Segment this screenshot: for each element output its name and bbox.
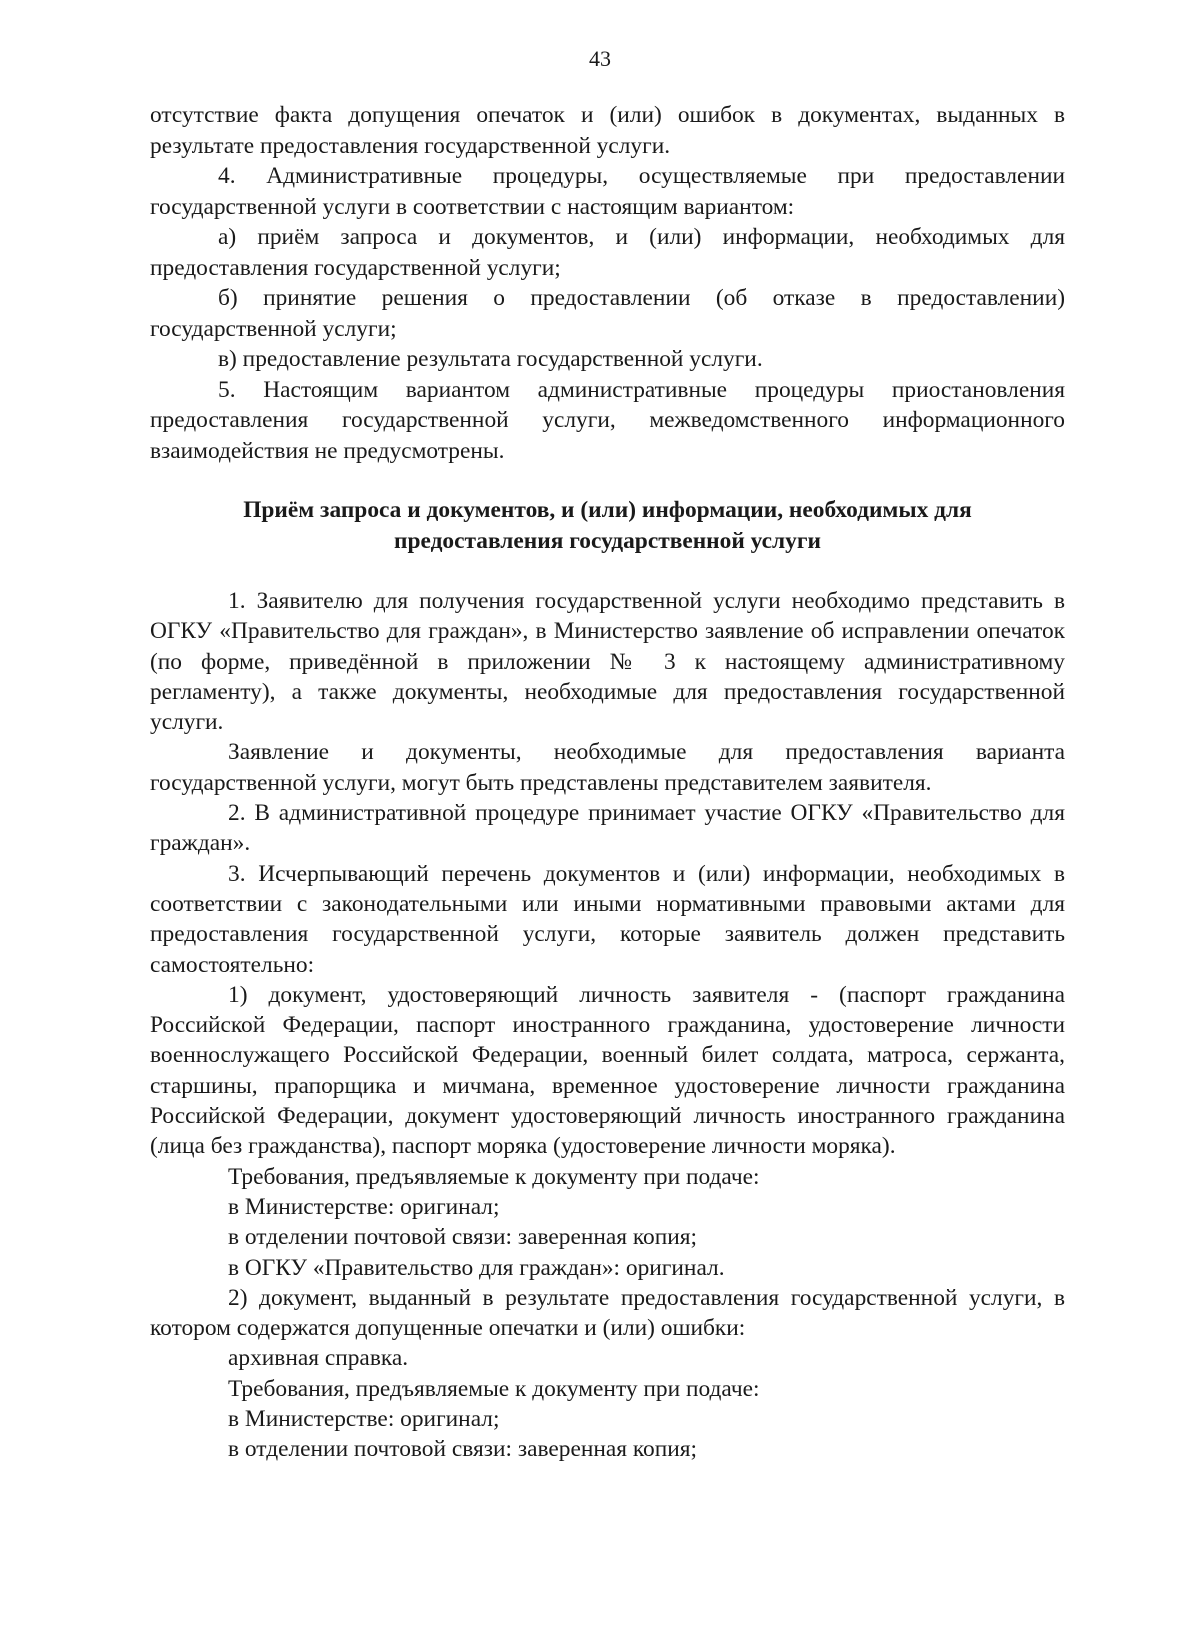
section-heading-line: Приём запроса и документов, и (или) информации, необходимых для <box>243 497 972 523</box>
list-item: в) предоставление результата государственной услуги. <box>218 346 763 372</box>
paragraph: 2. В административной процедуре принимает участие ОГКУ «Правительство для граждан». <box>150 800 1065 857</box>
paragraph: архивная справка. <box>228 1345 409 1372</box>
paragraph: в отделении почтовой связи: заверенная копия; <box>228 1224 698 1251</box>
list-item: б) принятие решения о предоставлении (об отказе в предоставлении) государственной услуги; <box>150 285 1065 342</box>
paragraph: Требования, предъявляемые к документу при подаче: <box>228 1163 760 1190</box>
paragraph: в ОГКУ «Правительство для граждан»: оригинал. <box>228 1254 725 1281</box>
page-number: 43 <box>589 46 611 71</box>
paragraph: в Министерстве: оригинал; <box>228 1406 500 1433</box>
paragraph: 5. Настоящим вариантом административные процедуры приостановления предоставления государственной услуги, межведомственного информационного взаимодействия не предусмотрены. <box>150 376 1065 464</box>
section-heading-line: предоставления государственной услуги <box>394 528 821 554</box>
paragraph: 3. Исчерпывающий перечень документов и (или) информации, необходимых в соответствии с законодательными или иными нормативными правовыми актами для предоставления государственной услуги, которые заявитель должен представить самостоятельно: <box>150 860 1065 978</box>
paragraph: в Министерстве: оригинал; <box>228 1193 500 1220</box>
section-heading <box>150 495 1065 557</box>
paragraph: отсутствие факта допущения опечаток и (или) ошибок в документах, выданных в результате предоставления государственной услуги. <box>150 102 1065 159</box>
paragraph: Требования, предъявляемые к документу при подаче: <box>228 1375 760 1402</box>
paragraph: в отделении почтовой связи: заверенная копия; <box>228 1436 698 1463</box>
paragraph: 1. Заявителю для получения государственной услуги необходимо представить в ОГКУ «Правительство для граждан», в Министерство заявление об исправлении опечаток (по форме, приведённой в приложении № 3 к настоящему административному регламенту), а также документы, необходимые для предоставления государственной услуги. <box>150 588 1065 736</box>
main-section <box>150 586 1065 1465</box>
paragraph: Заявление и документы, необходимые для предоставления варианта государственной услуги, могут быть представлены представителем заявителя. <box>150 739 1065 796</box>
paragraph: 4. Административные процедуры, осуществляемые при предоставлении государственной услуги в соответствии с настоящим вариантом: <box>150 163 1065 220</box>
list-item: 2) документ, выданный в результате предоставления государственной услуги, в котором содержатся допущенные опечатки и (или) ошибки: <box>150 1284 1065 1342</box>
list-item: 1) документ, удостоверяющий личность заявителя - (паспорт гражданина Российской Федерации, паспорт иностранного гражданина, удостоверение личности военнослужащего Российской Федерации, военный билет солдата, матроса, сержанта, старшины, прапорщика и мичмана, временное удостоверение личности гражданина Российской Федерации, документ удостоверяющий личность иностранного гражданина (лица без гражданства), паспорт моряка (удостоверение личности моряка). <box>150 981 1065 1160</box>
top-section <box>150 100 1065 466</box>
list-item: а) приём запроса и документов, и (или) информации, необходимых для предоставления государственной услуги; <box>150 224 1065 281</box>
